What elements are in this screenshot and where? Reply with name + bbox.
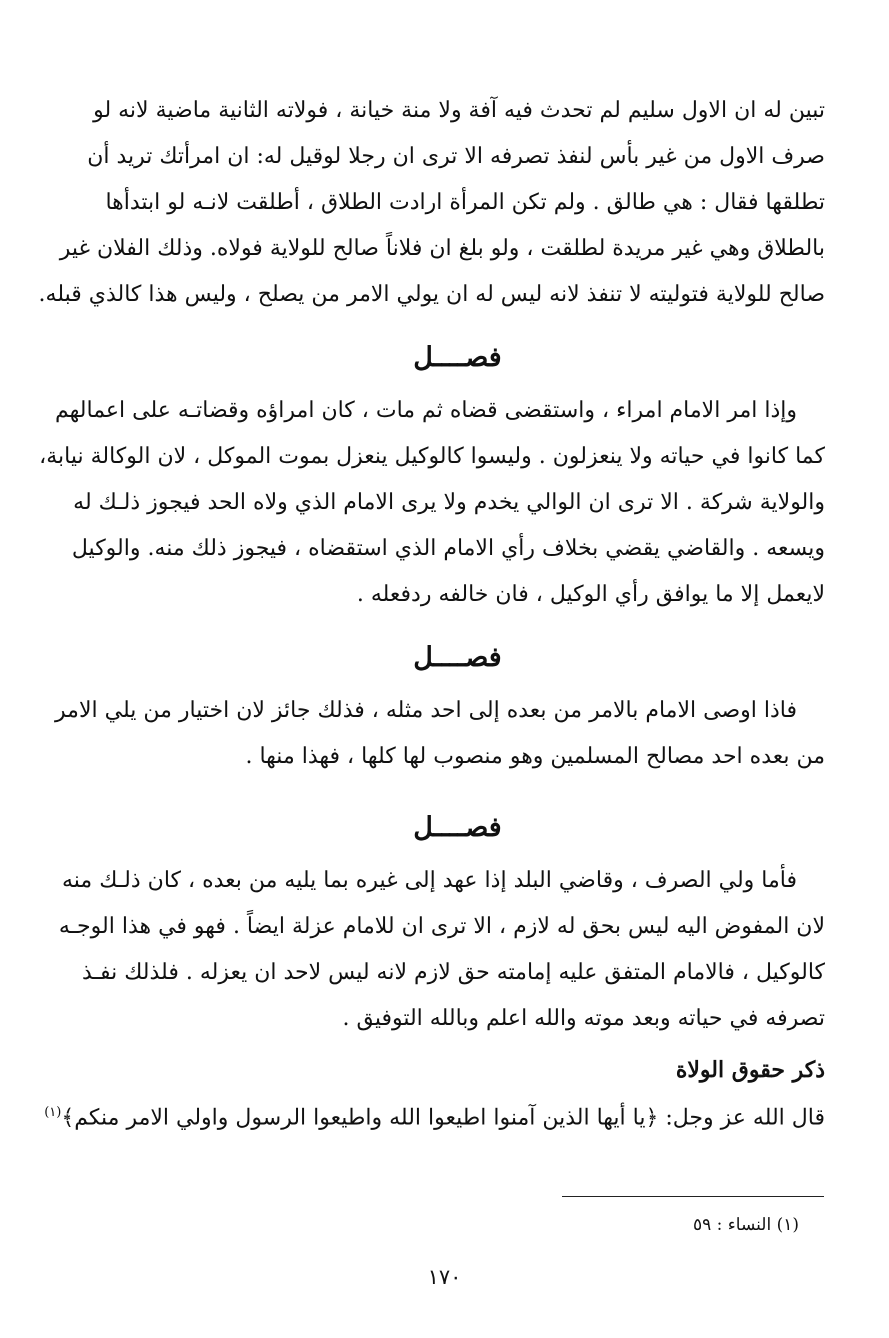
text-line: صرف الاول من غير بأس لنفذ تصرفه الا ترى ان رجلا لوقيل له: ان امرأتك تريد أن [87,144,825,169]
section-heading: فصــــل [413,342,502,373]
text-line: كما كانوا في حياته ولا ينعزلون . وليسوا كالوكيل ينعزل بموت الموكل ، لان الوكالة نيابة، [39,444,825,469]
text-line: ويسعه . والقاضي يقضي بخلاف رأي الامام الذي استقضاه ، فيجوز ذلك منه. والوكيل [71,536,825,561]
page-number: ١٧٠ [427,1265,462,1289]
paragraph-3 [55,688,825,780]
text-line: وإذا امر الامام امراء ، واستقضى قضاه ثم مات ، كان امراؤه وقضاتـه على اعمالهم [55,398,797,423]
text-line: لايعمل إلا ما يوافق رأي الوكيل ، فان خالفه ردفعله . [356,582,825,607]
text-line: والولاية شركة . الا ترى ان الوالي يخدم ولا يرى الامام الذي ولاه الحد فيجوز ذلـك له [73,490,825,515]
text-line: صالح للولاية فتوليته لا تنفذ لانه ليس له ان يولي الامر من يصلح ، وليس هذا كالذي قبله. [38,282,825,307]
text-line: فأما ولي الصرف ، وقاضي البلد إذا عهد إلى غيره بما يليه من بعده ، كان ذلـك منه [61,868,797,893]
footnote: (١) النساء : ٥٩ [693,1215,799,1235]
text-line: من بعده احد مصالح المسلمين وهو منصوب لها كلها ، فهذا منها . [245,744,825,769]
section-heading: فصــــل [413,812,502,843]
paragraph-4 [58,858,825,1042]
section-heading: فصــــل [413,642,502,673]
verse-paragraph [44,1090,825,1141]
page-body [38,88,825,1141]
text-line: تبين له ان الاول سليم لم تحدث فيه آفة ولا منة خيانة ، فولاته الثانية ماضية لانه لو [93,98,825,123]
text-line: تطلقها فقال : هي طالق . ولم تكن المرأة ارادت الطلاق ، أطلقت لانـه لو ابتدأها [105,190,825,215]
text-line: لان المفوض اليه ليس بحق له لازم ، الا ترى ان للامام عزلة ايضاً . فهو في هذا الوجـه [58,914,825,939]
footnote-divider [562,1196,824,1197]
paragraph-1 [38,88,825,318]
text-line: تصرفه في حياته وبعد موته والله اعلم وبالله التوفيق . [342,1006,825,1031]
text-line: كالوكيل ، فالامام المتفق عليه إمامته حق لازم لانه ليس لاحد ان يعزله . فلذلك نفـذ [82,960,825,985]
verse-line [44,1090,825,1141]
paragraph-2 [39,388,825,618]
footnote-marker[interactable]: (١) [44,1105,62,1120]
section-title: ذكر حقوق الولاة [675,1057,825,1083]
verse-text: قال الله عز وجل: ﴿يا أيها الذين آمنوا اطيعوا الله واطيعوا الرسول واولي الامر منكم﴾ [61,1105,825,1131]
text-line: فاذا اوصى الامام بالامر من بعده إلى احد مثله ، فذلك جائز لان اختيار من يلي الامر [55,698,797,723]
text-line: بالطلاق وهي غير مريدة لطلقت ، ولو بلغ ان فلاناً صالح للولاية فولاه. وذلك الفلان غير [59,236,825,261]
